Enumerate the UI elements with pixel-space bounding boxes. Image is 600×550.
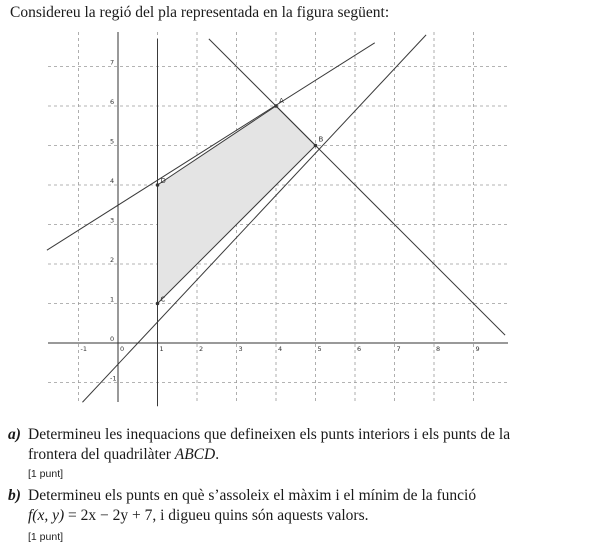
question-b-text-line1: Determineu els punts en què s’assoleix el màxim i el mínim de la funció (28, 487, 477, 504)
question-a-text-line1: Determineu les inequacions que defineixen els punts interiors i els punts de la (28, 426, 511, 443)
question-a-points: [1 punt] (28, 468, 64, 480)
question-b-label: b) (8, 487, 21, 504)
x-tick-label: 7 (396, 345, 401, 353)
question-b-function: f(x, y) (28, 507, 65, 524)
x-tick-label: 4 (278, 345, 283, 353)
intro-text: Considereu la regió del pla representada en la figura següent: (10, 4, 390, 21)
question-a-label: a) (8, 426, 21, 443)
question-b (8, 486, 476, 526)
vertex-D (156, 183, 160, 187)
x-tick-label: 5 (317, 345, 322, 353)
question-b-text-line2: = 2x − 2y + 7, i digueu quins són aquests valors. (64, 507, 369, 524)
x-tick-label: -1 (80, 345, 87, 353)
x-tick-label: 8 (436, 345, 441, 353)
vertex-label-D: D (160, 177, 166, 185)
vertex-A (274, 104, 278, 108)
y-tick-label: 7 (110, 58, 115, 67)
vertex-label-A: A (279, 97, 284, 105)
question-a-text-end: . (215, 446, 220, 463)
y-tick-label: 2 (110, 256, 115, 264)
line-CB (82, 35, 426, 402)
vertex-label-B: B (318, 135, 324, 144)
y-tick-label: 1 (110, 295, 115, 304)
x-tick-label: 9 (475, 345, 480, 353)
question-b-points: [1 punt] (28, 531, 64, 543)
vertex-B (314, 144, 318, 148)
x-tick-label: 3 (238, 345, 243, 353)
vertex-label-C: C (160, 295, 166, 304)
question-a (8, 425, 510, 465)
y-tick-label: 5 (110, 137, 115, 146)
question-a-text-line2: frontera del quadrilàter (28, 446, 175, 463)
tick-labels (81, 59, 480, 383)
y-tick-label: 0 (110, 335, 115, 343)
x-tick-label: 1 (159, 345, 164, 353)
y-tick-label: 6 (110, 98, 115, 106)
y-tick-label: -1 (110, 374, 117, 383)
x-tick-label: 0 (120, 345, 125, 353)
question-a-quad-name: ABCD (174, 446, 216, 463)
y-tick-label: 3 (110, 216, 115, 225)
y-tick-label: 4 (110, 177, 115, 185)
x-tick-label: 2 (199, 345, 204, 353)
x-tick-label: 6 (357, 345, 362, 353)
vertex-C (156, 302, 160, 306)
